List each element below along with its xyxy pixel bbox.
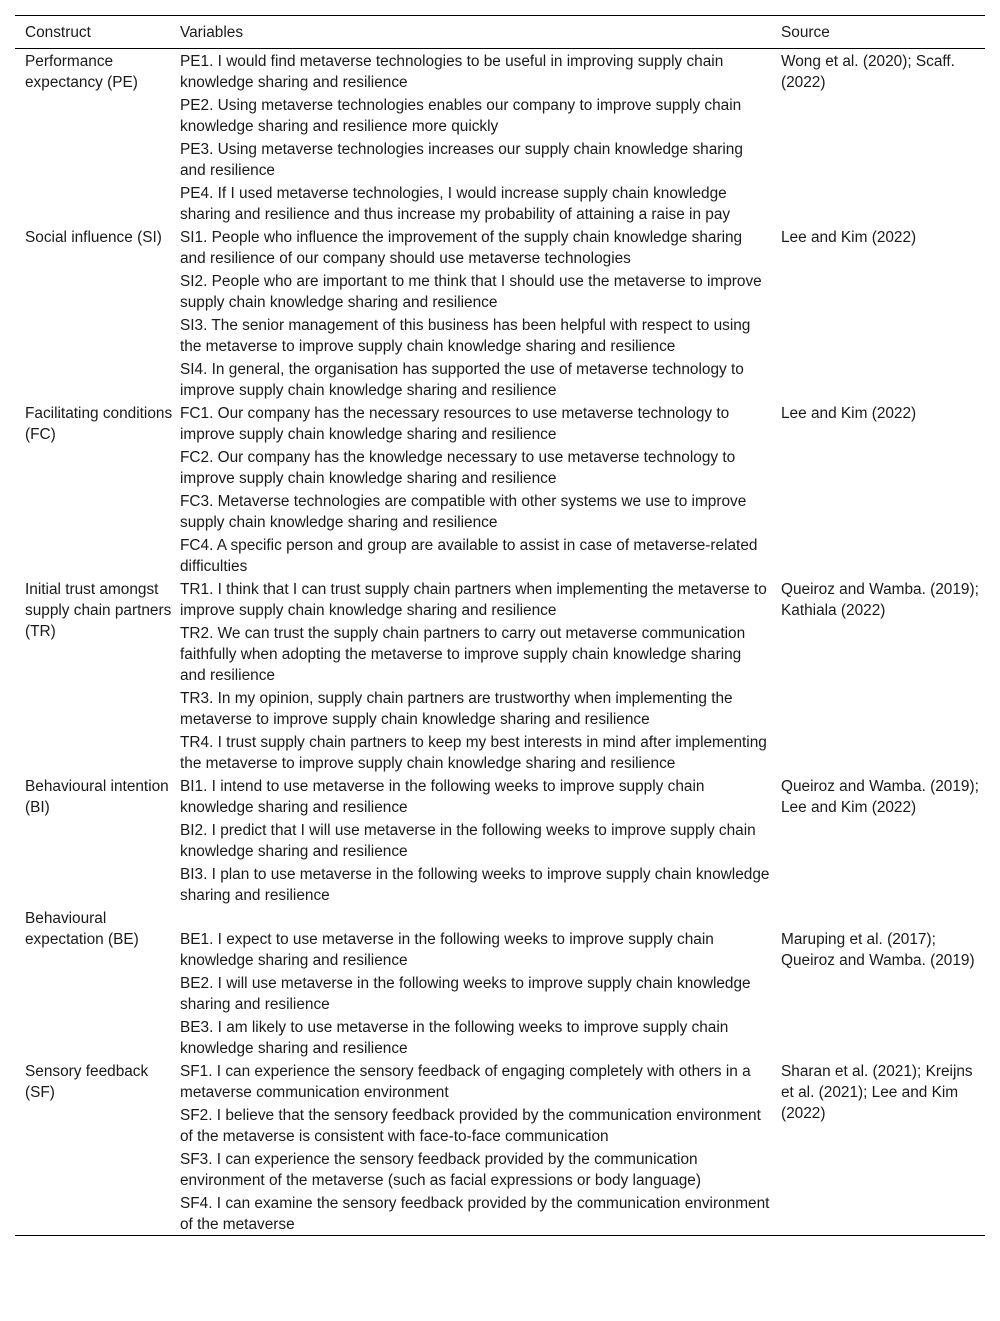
variable-item: SI4. In general, the organisation has supported the use of metaverse technology to improve supply chain knowledge sharing and resilience <box>180 361 744 399</box>
variable-item: SF1. I can experience the sensory feedback of engaging completely with others in a metaverse communication environment <box>180 1063 751 1101</box>
variable-item: SF4. I can examine the sensory feedback provided by the communication environment of the metaverse <box>180 1195 770 1233</box>
variable-item: BI3. I plan to use metaverse in the following weeks to improve supply chain knowledge sharing and resilience <box>180 866 770 904</box>
variable-item: BI1. I intend to use metaverse in the following weeks to improve supply chain knowledge sharing and resilience <box>180 778 705 816</box>
construct-cell: Initial trust amongst supply chain partners (TR) <box>25 581 172 640</box>
variable-item: FC3. Metaverse technologies are compatible with other systems we use to improve supply chain knowledge sharing and resilience <box>180 493 747 531</box>
table-header <box>15 16 985 49</box>
table-row <box>15 577 985 774</box>
construct-cell: Behavioural intention (BI) <box>25 778 169 816</box>
table-row <box>15 906 985 1059</box>
variable-item: PE4. If I used metaverse technologies, I would increase supply chain knowledge sharing and resilience and thus increase my probability of attaining a raise in pay <box>180 185 731 223</box>
construct-cell: Behavioural expectation (BE) <box>25 910 139 948</box>
construct-cell: Sensory feedback (SF) <box>25 1063 149 1101</box>
header-source: Source <box>781 23 830 41</box>
table-row <box>15 225 985 401</box>
variables-cell <box>180 1059 771 1235</box>
variable-item: PE1. I would find metaverse technologies to be useful in improving supply chain knowledge sharing and resilience <box>180 53 724 91</box>
construct-cell: Social influence (SI) <box>25 229 162 246</box>
constructs-table <box>15 15 985 1236</box>
table-row <box>15 774 985 906</box>
variable-item: SI2. People who are important to me think that I should use the metaverse to improve supply chain knowledge sharing and resilience <box>180 273 762 311</box>
variable-item: FC2. Our company has the knowledge necessary to use metaverse technology to improve supply chain knowledge sharing and resilience <box>180 449 736 487</box>
header-variables: Variables <box>180 23 244 41</box>
variable-item: TR4. I trust supply chain partners to keep my best interests in mind after implementing the metaverse to improve supply chain knowledge sharing and resilience <box>180 734 767 772</box>
variable-item: BE1. I expect to use metaverse in the following weeks to improve supply chain knowledge sharing and resilience <box>180 931 714 969</box>
variables-cell <box>180 774 771 906</box>
construct-cell: Facilitating conditions (FC) <box>25 405 173 443</box>
variable-item: PE3. Using metaverse technologies increases our supply chain knowledge sharing and resilience <box>180 141 743 179</box>
variables-cell <box>180 49 771 225</box>
variables-cell <box>180 225 771 401</box>
header-construct: Construct <box>25 23 91 41</box>
variables-cell <box>180 401 771 577</box>
source-cell: Queiroz and Wamba. (2019); Lee and Kim (2022) <box>781 778 979 816</box>
table-row <box>15 1059 985 1235</box>
variable-item: SF2. I believe that the sensory feedback provided by the communication environment of the metaverse is consistent with face-to-face communication <box>180 1107 761 1145</box>
variable-item: FC1. Our company has the necessary resources to use metaverse technology to improve supply chain knowledge sharing and resilience <box>180 405 730 443</box>
variable-item: BE3. I am likely to use metaverse in the following weeks to improve supply chain knowledge sharing and resilience <box>180 1019 729 1057</box>
variable-item: SF3. I can experience the sensory feedback provided by the communication environment of the metaverse (such as facial expressions or body language) <box>180 1151 701 1189</box>
variable-item: TR3. In my opinion, supply chain partners are trustworthy when implementing the metaverse to improve supply chain knowledge sharing and resilience <box>180 690 733 728</box>
source-cell: Queiroz and Wamba. (2019); Kathiala (2022) <box>781 581 979 619</box>
variable-item: BI2. I predict that I will use metaverse in the following weeks to improve supply chain knowledge sharing and resilience <box>180 822 756 860</box>
source-cell: Lee and Kim (2022) <box>781 229 917 246</box>
construct-cell: Performance expectancy (PE) <box>25 53 138 91</box>
variables-cell <box>180 577 771 774</box>
variable-item: TR1. I think that I can trust supply chain partners when implementing the metaverse to improve supply chain knowledge sharing and resilience <box>180 581 767 619</box>
source-cell: Sharan et al. (2021); Kreijns et al. (2021); Lee and Kim (2022) <box>781 1063 973 1122</box>
variable-item: BE2. I will use metaverse in the following weeks to improve supply chain knowledge sharing and resilience <box>180 975 751 1013</box>
variable-item: SI1. People who influence the improvement of the supply chain knowledge sharing and resilience of our company should use metaverse technologies <box>180 229 743 267</box>
variable-item: TR2. We can trust the supply chain partners to carry out metaverse communication faithfully when adopting the metaverse to improve supply chain knowledge sharing and resilience <box>180 625 746 684</box>
variable-item: SI3. The senior management of this business has been helpful with respect to using the metaverse to improve supply chain knowledge sharing and resilience <box>180 317 751 355</box>
table-row <box>15 401 985 577</box>
source-cell: Maruping et al. (2017); Queiroz and Wamba. (2019) <box>781 931 975 969</box>
variable-item: PE2. Using metaverse technologies enables our company to improve supply chain knowledge sharing and resilience more quickly <box>180 97 742 135</box>
variables-cell <box>180 906 771 1059</box>
source-cell: Wong et al. (2020); Scaff. (2022) <box>781 53 955 91</box>
table-row <box>15 49 985 225</box>
source-cell: Lee and Kim (2022) <box>781 405 917 422</box>
variable-item: FC4. A specific person and group are available to assist in case of metaverse-related difficulties <box>180 537 758 575</box>
